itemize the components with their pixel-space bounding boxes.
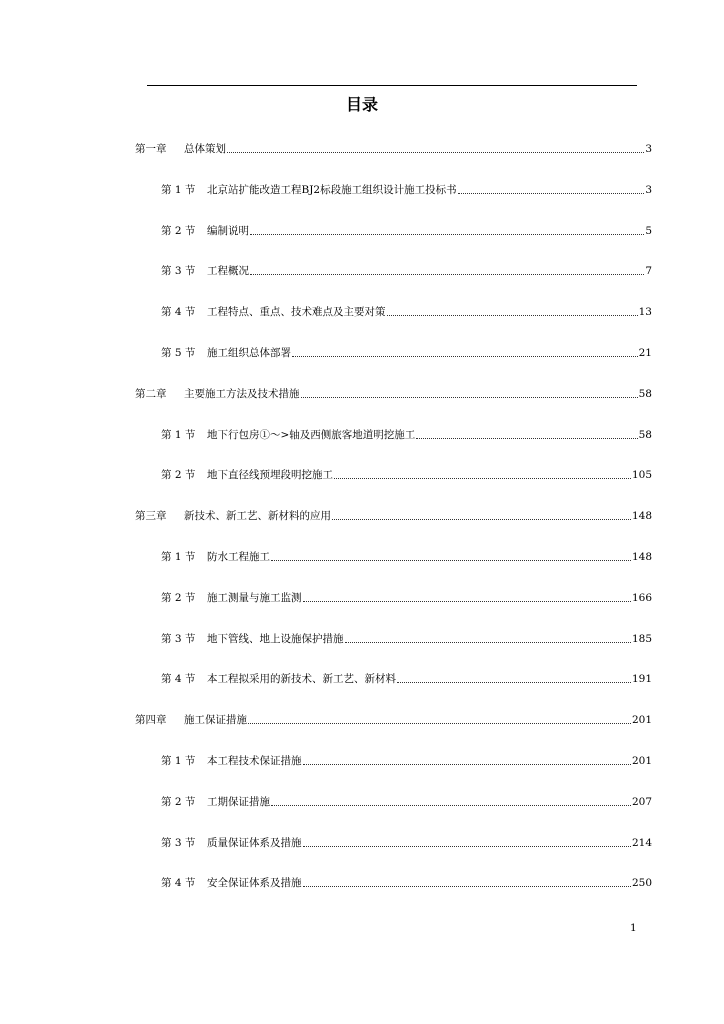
toc-entry-section[interactable] — [161, 344, 652, 360]
toc-entry-title: 工程概况 — [207, 265, 249, 277]
dot-leader — [303, 886, 631, 887]
toc-entry-page: 207 — [631, 796, 652, 808]
toc-entry-title: 地下管线、地上设施保护措施 — [207, 633, 344, 645]
toc-entry-page: 148 — [631, 510, 652, 522]
toc-entry-title: 地下直径线预埋段明挖施工 — [207, 469, 333, 481]
toc-entry-label: 第 1 节 — [161, 551, 196, 563]
toc-title: 目录 — [345, 95, 378, 114]
toc-entry-chapter[interactable] — [135, 507, 652, 523]
dot-leader — [250, 274, 644, 275]
toc-entry-title: 施工测量与施工监测 — [207, 592, 302, 604]
toc-entry-label: 第 4 节 — [161, 673, 196, 685]
toc-entry-section[interactable] — [161, 262, 652, 278]
toc-entry-label: 第 1 节 — [161, 755, 196, 767]
toc-entry-page: 3 — [645, 184, 652, 196]
dot-leader — [334, 478, 631, 479]
dot-leader — [303, 601, 631, 602]
toc-entry-chapter[interactable] — [135, 140, 652, 156]
toc-entry-label: 第 2 节 — [161, 592, 196, 604]
toc-entry-label: 第 1 节 — [161, 429, 196, 441]
toc-entry-page: 105 — [631, 469, 652, 481]
toc-entry-title: 地下行包房①～>轴及西侧旅客地道明挖施工 — [207, 429, 416, 441]
toc-entry-title: 工期保证措施 — [207, 796, 270, 808]
dot-leader — [332, 519, 631, 520]
dot-leader — [301, 397, 638, 398]
dot-leader — [397, 682, 631, 683]
toc-entry-chapter[interactable] — [135, 711, 652, 727]
toc-entry-label: 第 2 节 — [161, 469, 196, 481]
toc-entry-title: 工程特点、重点、技术难点及主要对策 — [207, 306, 386, 318]
toc-entry-chapter[interactable] — [135, 385, 652, 401]
dot-leader — [227, 152, 644, 153]
toc-entry-section[interactable] — [161, 303, 652, 319]
toc-entry-title: 质量保证体系及措施 — [207, 837, 302, 849]
toc-entry-page: 7 — [645, 265, 652, 277]
toc-entry-label: 第一章 — [135, 143, 167, 155]
toc-entry-section[interactable] — [161, 426, 652, 442]
dot-leader — [416, 438, 637, 439]
toc-entry-title: 防水工程施工 — [207, 551, 270, 563]
dot-leader — [387, 315, 638, 316]
page-number: 1 — [630, 922, 637, 934]
toc-entry-section[interactable] — [161, 589, 652, 605]
toc-entry-section[interactable] — [161, 793, 652, 809]
toc-entry-section[interactable] — [161, 834, 652, 850]
dot-leader — [271, 560, 631, 561]
toc-entry-page: 21 — [638, 347, 652, 359]
toc-entry-section[interactable] — [161, 670, 652, 686]
toc-entry-title: 施工组织总体部署 — [207, 347, 291, 359]
toc-entry-section[interactable] — [161, 630, 652, 646]
toc-entry-section[interactable] — [161, 874, 652, 890]
toc-entry-label: 第 3 节 — [161, 837, 196, 849]
toc-entry-section[interactable] — [161, 222, 652, 238]
toc-entry-page: 185 — [631, 633, 652, 645]
toc-entry-title: 北京站扩能改造工程BJ2标段施工组织设计施工投标书 — [207, 184, 457, 196]
toc-entry-section[interactable] — [161, 181, 652, 197]
toc-entry-label: 第 5 节 — [161, 347, 196, 359]
toc-entry-page: 58 — [638, 429, 652, 441]
toc-entry-page: 5 — [645, 225, 652, 237]
toc-entry-title: 施工保证措施 — [184, 714, 247, 726]
toc-entry-label: 第 3 节 — [161, 265, 196, 277]
dot-leader — [303, 846, 631, 847]
toc-entry-page: 166 — [631, 592, 652, 604]
toc-entry-label: 第三章 — [135, 510, 167, 522]
toc-entry-title: 安全保证体系及措施 — [207, 877, 302, 889]
toc-entry-label: 第 1 节 — [161, 184, 196, 196]
toc-entry-label: 第二章 — [135, 388, 167, 400]
toc-entry-title: 总体策划 — [184, 143, 226, 155]
toc-entry-section[interactable] — [161, 466, 652, 482]
toc-entry-title: 主要施工方法及技术措施 — [184, 388, 300, 400]
toc-entry-title: 新技术、新工艺、新材料的应用 — [184, 510, 331, 522]
dot-leader — [250, 234, 644, 235]
toc-entry-label: 第 4 节 — [161, 306, 196, 318]
toc-entry-label: 第 3 节 — [161, 633, 196, 645]
toc-entry-page: 201 — [631, 714, 652, 726]
toc-entry-page: 201 — [631, 755, 652, 767]
toc-entry-label: 第 2 节 — [161, 796, 196, 808]
toc-entry-page: 58 — [638, 388, 652, 400]
dot-leader — [248, 723, 631, 724]
toc-entry-page: 250 — [631, 877, 652, 889]
toc-entry-title: 本工程拟采用的新技术、新工艺、新材料 — [207, 673, 396, 685]
toc-entry-label: 第四章 — [135, 714, 167, 726]
dot-leader — [271, 805, 631, 806]
toc-entry-page: 3 — [645, 143, 652, 155]
toc-entry-page: 214 — [631, 837, 652, 849]
header-rule — [147, 85, 637, 86]
toc-entry-title: 本工程技术保证措施 — [207, 755, 302, 767]
toc-entry-section[interactable] — [161, 548, 652, 564]
toc-entry-label: 第 2 节 — [161, 225, 196, 237]
dot-leader — [303, 764, 631, 765]
toc-entry-page: 148 — [631, 551, 652, 563]
dot-leader — [458, 193, 645, 194]
dot-leader — [292, 356, 638, 357]
dot-leader — [345, 642, 631, 643]
toc-entry-label: 第 4 节 — [161, 877, 196, 889]
toc-entry-title: 编制说明 — [207, 225, 249, 237]
toc-entry-page: 191 — [631, 673, 652, 685]
toc-entry-page: 13 — [638, 306, 652, 318]
toc-entry-section[interactable] — [161, 752, 652, 768]
